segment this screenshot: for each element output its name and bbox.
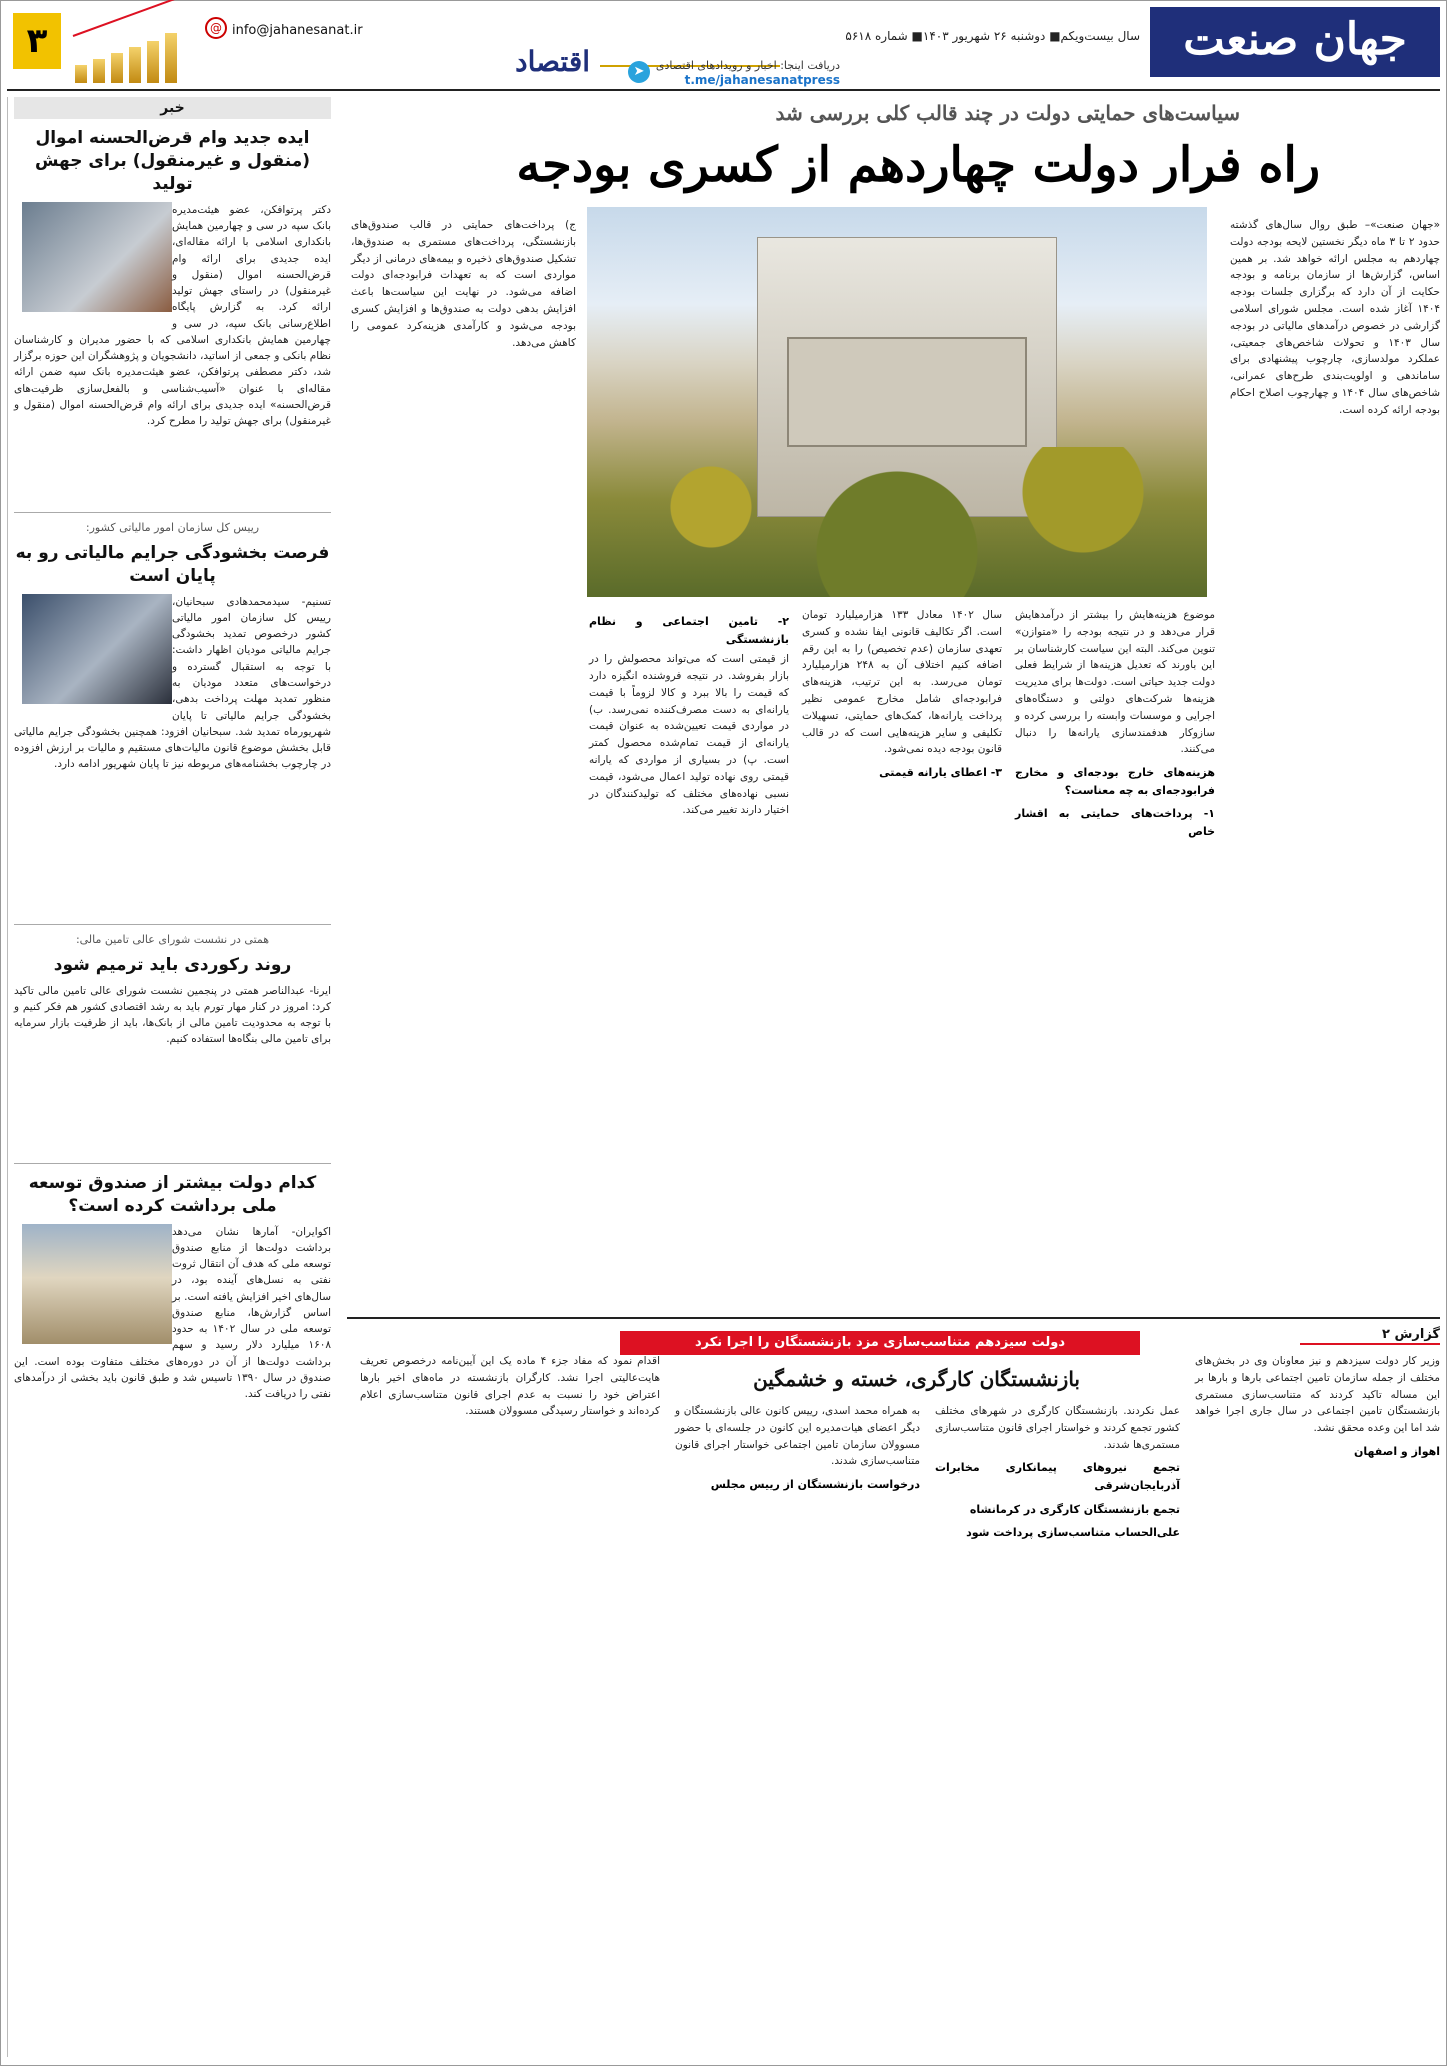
page-header <box>7 7 1440 91</box>
story4-body: اکوایران- آمارها نشان می‌دهد برداشت دولت‌ها از منابع صندوق توسعه ملی که هدف آن انتقال ثروت نفتی به نسل‌های آینده بود، در سال‌های اخیر افزایش یافته است. بر اساس گزارش‌ها، منابع صندوق توسعه ملی در سال ۱۴۰۲ به حدود ۱۶۰۸ میلیارد دلار رسید و سهم برداشت دولت‌ها از آن در دوره‌های مختلف متفاوت بوده است. این صندوق در سال ۱۳۹۰ تاسیس شد و طبق قانون باید بخشی از درآمدهای نفتی را دریافت کند. <box>14 1225 331 1401</box>
story2-body: تسنیم- سیدمحمدهادی سبحانیان، رییس کل سازمان امور مالیاتی کشور درخصوص تمدید بخشودگی جرایم مالیاتی مودیان اظهار داشت: با توجه به استقبال گسترده و درخواست‌های متعدد مودیان به منظور تمدید مهلت پرداخت بدهی، بخشودگی جرایم مالیاتی تا پایان شهریورماه تمدید شد. سبحانیان افزود: همچنین بخشودگی جرایم مالیاتی قابل بخشش موضوع قانون مالیات‌های مستقیم و مالیات بر ارزش افزوده در چارچوب بخشنامه‌های مربوطه نیز تا پایان شهریور ادامه دارد. <box>14 595 331 771</box>
telegram-caption: دریافت اینجا: اخبار و رویدادهای اقتصادی <box>655 59 840 72</box>
column-4-text: از قیمتی است که می‌تواند محصولش را در بازار بفروشد. در نتیجه فروشنده انگیزه دارد که قیمت را بالا ببرد و کالا لزوماً با قیمت یارانه‌ای به دست مصرف‌کننده نمی‌رسد. ب) در مواردی قیمت تعیین‌شده به عنوان قیمت یارانه‌ای از قیمت تمام‌شده محصول کمتر است. پ) در بسیاری از مواردی که یارانه قیمتی روی نهاده تولید اعمال می‌شود، قیمت نسبی نهاده‌های مختلف که تولیدکنندگان در اختیار دارند تغییر می‌کند. <box>589 653 789 817</box>
column-3-subhead-1: ۳- اعطای یارانه قیمتی <box>879 766 1002 780</box>
report-column-3-text: به همراه محمد اسدی، رییس کانون عالی بازنشستگان و دیگر اعضای هیات‌مدیره این کانون در جلسه‌ای با حضور مسوولان سازمان تامین اجتماعی خواستار اجرای قانون متناسب‌سازی شدند. <box>675 1405 920 1468</box>
report-column-3-subhead: درخواست بازنشستگان از رییس مجلس <box>710 1478 920 1492</box>
story4-photo <box>22 1224 172 1344</box>
article-kicker: سیاست‌های حمایتی دولت در چند قالب کلی بررسی شد <box>775 101 1240 125</box>
report-column-2 <box>935 1403 1180 2053</box>
story3-kicker: همتی در نشست شورای عالی تامین مالی: <box>75 932 270 946</box>
story2-photo <box>22 594 172 704</box>
lead-article <box>347 97 1440 1312</box>
report-column-2-subhead-1: تجمع نیروهای پیمانکاری مخابرات آذربایجان‌شرقی <box>935 1461 1180 1492</box>
article-photo <box>587 207 1207 597</box>
report-column-3 <box>675 1403 920 2053</box>
page-number: ۳ <box>13 13 61 69</box>
news-sidebar <box>7 97 337 2057</box>
report-banner: دولت سیزدهم متناسب‌سازی مزد بازنشستگان را اجرا نکرد <box>620 1331 1140 1355</box>
report-column-1-subhead: اهواز و اصفهان <box>1354 1444 1440 1458</box>
divider <box>14 512 331 513</box>
story3-body: ایرنا- عبدالناصر همتی در پنجمین نشست شورای عالی تامین مالی تاکید کرد: امروز در کنار مهار تورم باید به رشد اقتصادی کشور هم فکر کنیم و با توجه به محدودیت تامین مالی از بانک‌ها، باید از ظرفیت بازار سرمایه برای تامین مالی بنگاه‌ها استفاده کنیم. <box>14 984 331 1046</box>
column-4-subhead-1: ۲- تامین اجتماعی و نظام بازنشستگی <box>589 615 789 646</box>
telegram-icon[interactable]: ➤ <box>628 61 650 83</box>
report-article <box>347 1317 1440 2057</box>
article-column-1: «جهان صنعت»– طبق روال سال‌های گذشته حدود ۲ تا ۳ ماه دیگر نخستین لایحه بودجه دولت چهاردهم به مجلس ارائه خواهد شد. بر همین اساس، گزارش‌ها از سازمان برنامه و بودجه حکایت از آن دارد که برگزاری جلسات بودجه ۱۴۰۴ آغاز شده است. مجلس شورای اسلامی گزارشی در خصوص درآمدهای مالیاتی در بودجه سال ۱۴۰۳ و تحولات شاخص‌های جمعیتی، عملکرد مولدسازی، چارچوب پیشنهادی برای ساماندهی و اولویت‌بندی طرح‌های عمرانی، شاخص‌های سال ۱۴۰۴ و چهارچوب اصلاح احکام بودجه ارائه کرده است. <box>1230 219 1441 416</box>
section-title: اقتصاد <box>515 45 590 78</box>
masthead-logo[interactable]: جهان صنعت <box>1150 7 1440 77</box>
issue-info: سال بیست‌ویکم■ دوشنبه ۲۶ شهریور ۱۴۰۳■ شماره ۵۶۱۸ <box>845 29 1140 43</box>
story1-photo <box>22 202 172 312</box>
divider <box>14 924 331 925</box>
story2-title[interactable]: فرصت بخشودگی جرایم مالیاتی رو به پایان است <box>15 542 330 586</box>
report-column-2-text: عمل نکردند. بازنشستگان کارگری در شهرهای مختلف کشور تجمع کردند و خواستار اجرای قانون متناسب‌سازی مستمری‌ها شدند. <box>935 1405 1180 1451</box>
report-column-1-text: وزیر کار دولت سیزدهم و نیز معاونان وی در بخش‌های مختلف از جمله سازمان تامین اجتماعی بارها و بارها بر این مساله تاکید کردند که متناسب‌سازی مستمری بازنشستگان تامین اجتماعی در سال جاری اجرا خواهد شد اما این وعده محقق نشد. <box>1195 1355 1440 1435</box>
story2-kicker: رییس کل سازمان امور مالیاتی کشور: <box>85 520 260 534</box>
email-address[interactable]: info@jahanesanat.ir <box>232 23 363 38</box>
report-column-2-subhead-2: تجمع بازنشستگان کارگری در کرمانشاه <box>969 1502 1180 1516</box>
story3-title[interactable]: روند رکوردی باید ترمیم شود <box>53 954 292 975</box>
telegram-link[interactable]: t.me/jahanesanatpress <box>684 73 840 87</box>
report-column-4: اقدام نمود که مفاد جزء ۴ ماده یک این آیین‌نامه درخصوص تعریف هایت‌عالیتی اجرا نشد. کارگران بازنشسته در ماه‌های اخیر بارها اعتراض خود را نسبت به عدم اجرای قانون متناسب‌سازی اعلام کرده‌اند و خواستار رسیدگی مسوولان هستند. <box>360 1355 660 1418</box>
growth-chart-icon <box>67 27 197 83</box>
article-column-2 <box>1015 607 1215 1307</box>
story1-body: دکتر پرتوافکن، عضو هیئت‌مدیره بانک سپه در سی و چهارمین همایش بانکداری اسلامی با ارائه مقاله‌ای، ایده جدیدی برای ارائه وام قرض‌الحسنه اموال (منقول و غیرمنقول) در راستای جهش تولید ارائه کرد. به گزارش پایگاه اطلاع‌رسانی بانک سپه، در سی و چهارمین همایش بانکداری اسلامی که با حضور مدیران و کارشناسان نظام بانکی و جمعی از اساتید، دانشجویان و پژوهشگران این حوزه برگزار شد، دکتر مصطفی پرتوافکن، عضو هیئت‌مدیره بانک سپه ضمن ارائه مقاله‌ای با عنوان «آسیب‌شناسی و بالفعل‌سازی ظرفیت‌های قرض‌الحسنه» ایده جدیدی برای ارائه وام قرض‌الحسنه اموال (منقول و غیرمنقول) برای جهش تولید را مطرح کرد. <box>14 203 331 428</box>
column-2-text: موضوع هزینه‌هایش را بیشتر از درآمدهایش قرار می‌دهد و در نتیجه بودجه را «متوازن» تنوین می‌کند. البته این سیاست کارشناسان بر این باورند که تعدیل هزینه‌ها از شرایط فعلی دولت جدید حیاتی است. دولت‌ها برای مدیریت هزینه‌ها شرکت‌های دولتی و دستگاه‌های اجرایی و موسسات وابسته را بررسی کرده و سازوکار هدفمندسازی یارانه‌ها را دنبال می‌کنند. <box>1015 609 1215 756</box>
sidebar-label: خبر <box>14 97 331 119</box>
column-3-text: سال ۱۴۰۲ معادل ۱۳۳ هزارمیلیارد تومان است. اگر تکالیف قانونی ایفا نشده و کسری تعهدی سازمان (عدم تخصیص) را به این رقم اضافه کنیم اختلاف آن به ۲۴۸ هزارمیلیارد تومان می‌رسد. به این ترتیب، هزینه‌های فرابودجه‌ای شامل مخارج عمومی نظیر پرداخت یارانه‌ها، کمک‌های حمایتی، تسهیلات تکلیفی و سایر هزینه‌هایی است که در قالب قانون بودجه دیده نمی‌شود. <box>802 609 1002 756</box>
report-headline[interactable]: بازنشستگان کارگری، خسته و خشمگین <box>753 1367 1080 1391</box>
column-2-subhead-2: ۱- پرداخت‌های حمایتی به اقشار خاص <box>1015 807 1215 838</box>
email-icon: @ <box>205 17 227 39</box>
article-column-3 <box>802 607 1002 1307</box>
article-column-4 <box>589 607 789 1307</box>
article-column-5: ج) پرداخت‌های حمایتی در قالب صندوق‌های بازنشستگی، پرداخت‌های مستمری به صندوق‌ها، تشکیل صندوق‌های ذخیره و بیمه‌های درمانی از دیگر مواردی است که به تعهدات فرابودجه‌ای دولت اضافه می‌شود. در نهایت این سیاست‌ها باعث افزایش بدهی دولت به صندوق‌ها و افزایش کسری بودجه می‌شود و کارآمدی هزینه‌کرد عمومی را کاهش می‌دهد. <box>351 219 576 349</box>
column-2-subhead-1: هزینه‌های خارج بودجه‌ای و مخارج فرابودجه‌ای به چه معناست؟ <box>1015 766 1215 797</box>
report-column-2-subhead-3: علی‌الحساب متناسب‌سازی پرداخت شود <box>966 1526 1180 1540</box>
report-tag: گزارش ۲ <box>1300 1325 1440 1345</box>
report-column-1 <box>1195 1353 1440 2053</box>
article-headline[interactable]: راه فرار دولت چهاردهم از کسری بودجه <box>516 137 1320 193</box>
divider <box>14 1163 331 1164</box>
story4-title[interactable]: کدام دولت بیشتر از صندوق توسعه ملی برداشت کرده است؟ <box>28 1172 317 1216</box>
story1-title[interactable]: ایده جدید وام قرض‌الحسنه اموال (منقول و غیرمنقول) برای جهش تولید <box>35 128 310 194</box>
